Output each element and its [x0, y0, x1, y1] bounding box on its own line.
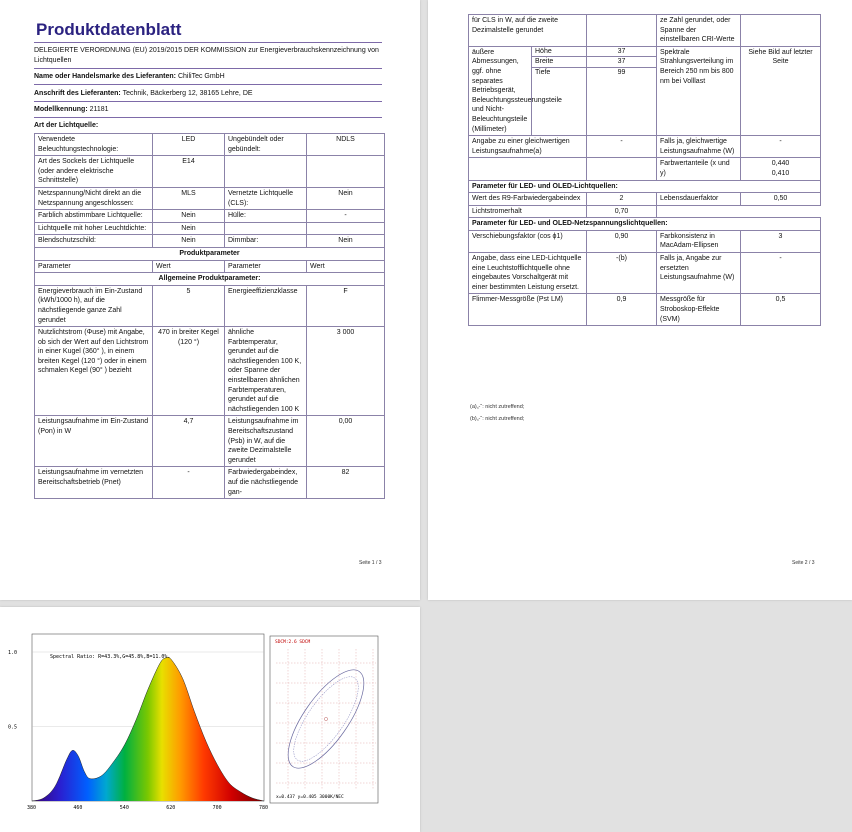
cell: F: [307, 285, 385, 326]
cell: Lebensdauerfaktor: [657, 193, 741, 206]
table-row: [35, 327, 385, 416]
cell: Angabe, dass eine LED-Lichtquelle eine Leuchtstofflichtquelle ohne eingebautes Vorschaltgerät mit einer bestimmten Leistung ersetzt.: [469, 253, 587, 294]
cell: Leistungsaufnahme im vernetzten Bereitschaftsbetrieb (Pnet): [35, 467, 153, 499]
table-row: [469, 205, 821, 218]
cell: [225, 156, 307, 188]
rule: [34, 68, 382, 69]
dim-width-value: 37: [587, 57, 656, 68]
cell: [657, 205, 741, 218]
chromaticity-footer: x=0.437 y=0.405 3000K/NEC: [276, 795, 344, 800]
cell: -: [307, 210, 385, 223]
footnote-a: (a)„-“: nicht zutreffend;: [470, 404, 525, 410]
datasheet-page-1: [0, 0, 420, 600]
cell: Dimmbar:: [225, 235, 307, 248]
table-row: [35, 285, 385, 326]
cell: 0,5: [741, 294, 821, 326]
table-row: [35, 156, 385, 188]
table-row: [469, 158, 821, 180]
cell: Falls ja, Angabe zur ersetzten Leistungsaufnahme (W): [657, 253, 741, 294]
table-row: [35, 187, 385, 209]
cell: -: [741, 136, 821, 158]
sdcm-label: SDCM:2.6 SDCM: [275, 640, 311, 645]
cell: [587, 15, 657, 47]
column-header: Wert: [153, 260, 225, 273]
x-tick-label: 780: [259, 805, 269, 811]
cell: Nutzlichtstrom (Φuse) mit Angabe, ob sich der Wert auf den Lichtstrom in einer Kugel (360° ), in einem breiten Kegel (120 °) oder in einem schmalen Kegel (90° ) bezieht: [35, 327, 153, 416]
model-id: 21181: [89, 106, 109, 113]
cell: [469, 158, 587, 180]
cell: Wert des R9-Farbwiedergabeindex: [469, 193, 587, 206]
table-row: [469, 180, 821, 193]
cell: Blendschutzschild:: [35, 235, 153, 248]
cell: Lichtstromerhalt: [469, 205, 587, 218]
cell: 2: [587, 193, 657, 206]
supplier-name-row: [34, 72, 382, 82]
cell: Energieverbrauch im Ein-Zustand (kWh/1000 h), auf die nächstliegende ganze Zahl gerundet: [35, 285, 153, 326]
dimensions-cell: [469, 46, 587, 135]
supplier-name-label: Name oder Handelsmarke des Lieferanten:: [34, 73, 176, 80]
cell: Spektrale Strahlungsverteilung im Bereich 250 nm bis 800 nm bei Volllast: [657, 46, 741, 135]
cell: -(b): [587, 253, 657, 294]
cell: 5: [153, 285, 225, 326]
cell: MLS: [153, 187, 225, 209]
x-tick-label: 700: [212, 805, 222, 811]
cell: Farbkonsistenz in MacAdam-Ellipsen: [657, 230, 741, 252]
cell: Nein: [153, 235, 225, 248]
cell: [307, 156, 385, 188]
cell: NDLS: [307, 134, 385, 156]
cell: Nein: [153, 222, 225, 235]
cell: Verschiebungsfaktor (cos ϕ1): [469, 230, 587, 252]
cell: Flimmer-Messgröße (Pst LM): [469, 294, 587, 326]
cell: [307, 222, 385, 235]
cell: Netzspannung/Nicht direkt an die Netzspannung angeschlossen:: [35, 187, 153, 209]
cell: Leistungsaufnahme im Bereitschaftszustand (Psb) in W, auf die zweite Dezimalstelle gerundet: [225, 416, 307, 467]
table-row: [35, 222, 385, 235]
table-row: [469, 230, 821, 252]
product-params-header: Produktparameter: [35, 247, 385, 260]
supplier-address-label: Anschrift des Lieferanten:: [34, 90, 121, 97]
dim-depth-label: Tiefe: [535, 68, 551, 76]
cell: 3 000: [307, 327, 385, 416]
dim-depth-value: 99: [617, 68, 626, 76]
table-row: [35, 235, 385, 248]
cell: Farblich abstimmbare Lichtquelle:: [35, 210, 153, 223]
cell: ähnliche Farbtemperatur, gerundet auf die nächstliegenden 100 K, oder Spanne der einstellbaren ähnlichen Farbtemperaturen, gerundet auf die nächstliegenden 100 K: [225, 327, 307, 416]
dimensions-block: [469, 47, 586, 135]
cell: LED: [153, 134, 225, 156]
cell: 0,90: [587, 230, 657, 252]
cell: Falls ja, gleichwertige Leistungsaufnahme (W): [657, 136, 741, 158]
cell: Angabe zu einer gleichwertigen Leistungsaufnahme(a): [469, 136, 587, 158]
type-row: [34, 121, 382, 131]
cell: 0,70: [587, 205, 657, 218]
table-row: [35, 247, 385, 260]
cell: -: [587, 136, 657, 158]
cell: Ungebündelt oder gebündelt:: [225, 134, 307, 156]
dimensions-label: äußere Abmessungen, ggf. ohne separates Betriebsgerät, Beleuchtungssteuerungsteile und Nicht-Beleuchtungsteile (Millimeter): [472, 48, 562, 133]
light-source-table: [34, 133, 385, 499]
cell: Energieeffizienzklasse: [225, 285, 307, 326]
cell: [741, 205, 821, 218]
table-row: [35, 273, 385, 286]
led-section-header: Parameter für LED- und OLED-Lichtquellen:: [469, 180, 821, 193]
y-tick-label: 0.5: [8, 724, 18, 731]
cell: -: [741, 253, 821, 294]
table-row: [35, 416, 385, 467]
column-header: Parameter: [225, 260, 307, 273]
footnote-b: (b)„-“: nicht zutreffend;: [470, 416, 525, 422]
supplier-name: ChiliTec GmbH: [177, 73, 225, 80]
datasheet-page-3: [0, 607, 420, 832]
model-row: [34, 105, 382, 115]
cell: 0,50: [741, 193, 821, 206]
x-tick-label: 620: [166, 805, 176, 811]
page-title: Produktdatenblatt: [36, 20, 182, 39]
model-label: Modellkennung:: [34, 106, 88, 113]
cell: 0,00: [307, 416, 385, 467]
table-row: [35, 260, 385, 273]
ellipse-panel: [270, 636, 378, 803]
table-row: [469, 294, 821, 326]
cell: Nein: [307, 235, 385, 248]
cell: Lichtquelle mit hoher Leuchtdichte:: [35, 222, 153, 235]
x-tick-label: 460: [73, 805, 83, 811]
spectral-ratio-label: Spectral Ratio: R=43.3%,G=45.8%,B=11.0%.: [50, 654, 171, 660]
cell: Messgröße für Stroboskop-Effekte (SVM): [657, 294, 741, 326]
rule: [34, 84, 382, 85]
cell: 470 in breiter Kegel (120 °): [153, 327, 225, 416]
cell: E14: [153, 156, 225, 188]
cell: -: [153, 467, 225, 499]
table-row: [469, 218, 821, 231]
empty-area: [428, 607, 852, 832]
chroma-x: 0,440: [771, 160, 790, 168]
type-label: Art der Lichtquelle:: [34, 122, 99, 129]
dim-height-label: Höhe: [532, 47, 586, 58]
supplier-address: Technik, Bäckerberg 12, 38165 Lehre, DE: [122, 90, 253, 97]
cell: für CLS in W, auf die zweite Dezimalstelle gerundet: [469, 15, 587, 47]
cell: Farbwertanteile (x und y): [657, 158, 741, 180]
cell: 0,9: [587, 294, 657, 326]
table-row: [469, 193, 821, 206]
spectral-distribution-chart: [0, 607, 420, 832]
title-rule: [34, 42, 382, 43]
y-tick-label: 1.0: [8, 650, 18, 656]
mains-section-header: Parameter für LED- und OLED-Netzspannungslichtquellen:: [469, 218, 821, 231]
supplier-address-row: [34, 89, 382, 99]
column-header: Wert: [307, 260, 385, 273]
rule: [34, 117, 382, 118]
dim-width-label: Breite: [532, 57, 586, 68]
page-number: Seite 2 / 3: [792, 560, 815, 566]
x-tick-label: 380: [27, 805, 37, 811]
dimension-labels: [531, 47, 586, 135]
chroma-y: 0,410: [771, 169, 790, 177]
cell: Vernetzte Lichtquelle (CLS):: [225, 187, 307, 209]
dimension-values: [587, 46, 657, 135]
table-row: [469, 15, 821, 47]
column-header: Parameter: [35, 260, 153, 273]
table-row: [35, 467, 385, 499]
rule: [34, 101, 382, 102]
regulation-text: DELEGIERTE VERORDNUNG (EU) 2019/2015 DER KOMMISSION zur Energieverbrauchskennzeichnung von Lichtquellen: [34, 47, 379, 64]
cell: 4,7: [153, 416, 225, 467]
cell: [225, 222, 307, 235]
cell: 82: [307, 467, 385, 499]
table-row: [469, 253, 821, 294]
cell: [587, 158, 657, 180]
general-params-header: Allgemeine Produktparameter:: [35, 273, 385, 286]
cell: [741, 158, 821, 180]
cell: Farbwiedergabeindex, auf die nächstliegende gan-: [225, 467, 307, 499]
cell: Siehe Bild auf letzter Seite: [741, 46, 821, 135]
cell: [741, 15, 821, 47]
cell: Verwendete Beleuchtungstechnologie:: [35, 134, 153, 156]
cell: Hülle:: [225, 210, 307, 223]
dim-height-value: 37: [587, 47, 656, 58]
datasheet-page-2: [428, 0, 852, 600]
cell: 3: [741, 230, 821, 252]
table-row: [469, 46, 821, 135]
page-number: Seite 1 / 3: [359, 560, 382, 566]
cell: Leistungsaufnahme im Ein-Zustand (Pon) in W: [35, 416, 153, 467]
cell: Nein: [153, 210, 225, 223]
cell: Nein: [307, 187, 385, 209]
table-row: [469, 136, 821, 158]
x-tick-label: 540: [119, 805, 129, 811]
table-row: [35, 134, 385, 156]
cell: ze Zahl gerundet, oder Spanne der einstellbaren CRI-Werte: [657, 15, 741, 47]
table-row: [35, 210, 385, 223]
parameters-table-continued: [468, 14, 821, 326]
cell: Art des Sockels der Lichtquelle (oder andere elektrische Schnittstelle): [35, 156, 153, 188]
